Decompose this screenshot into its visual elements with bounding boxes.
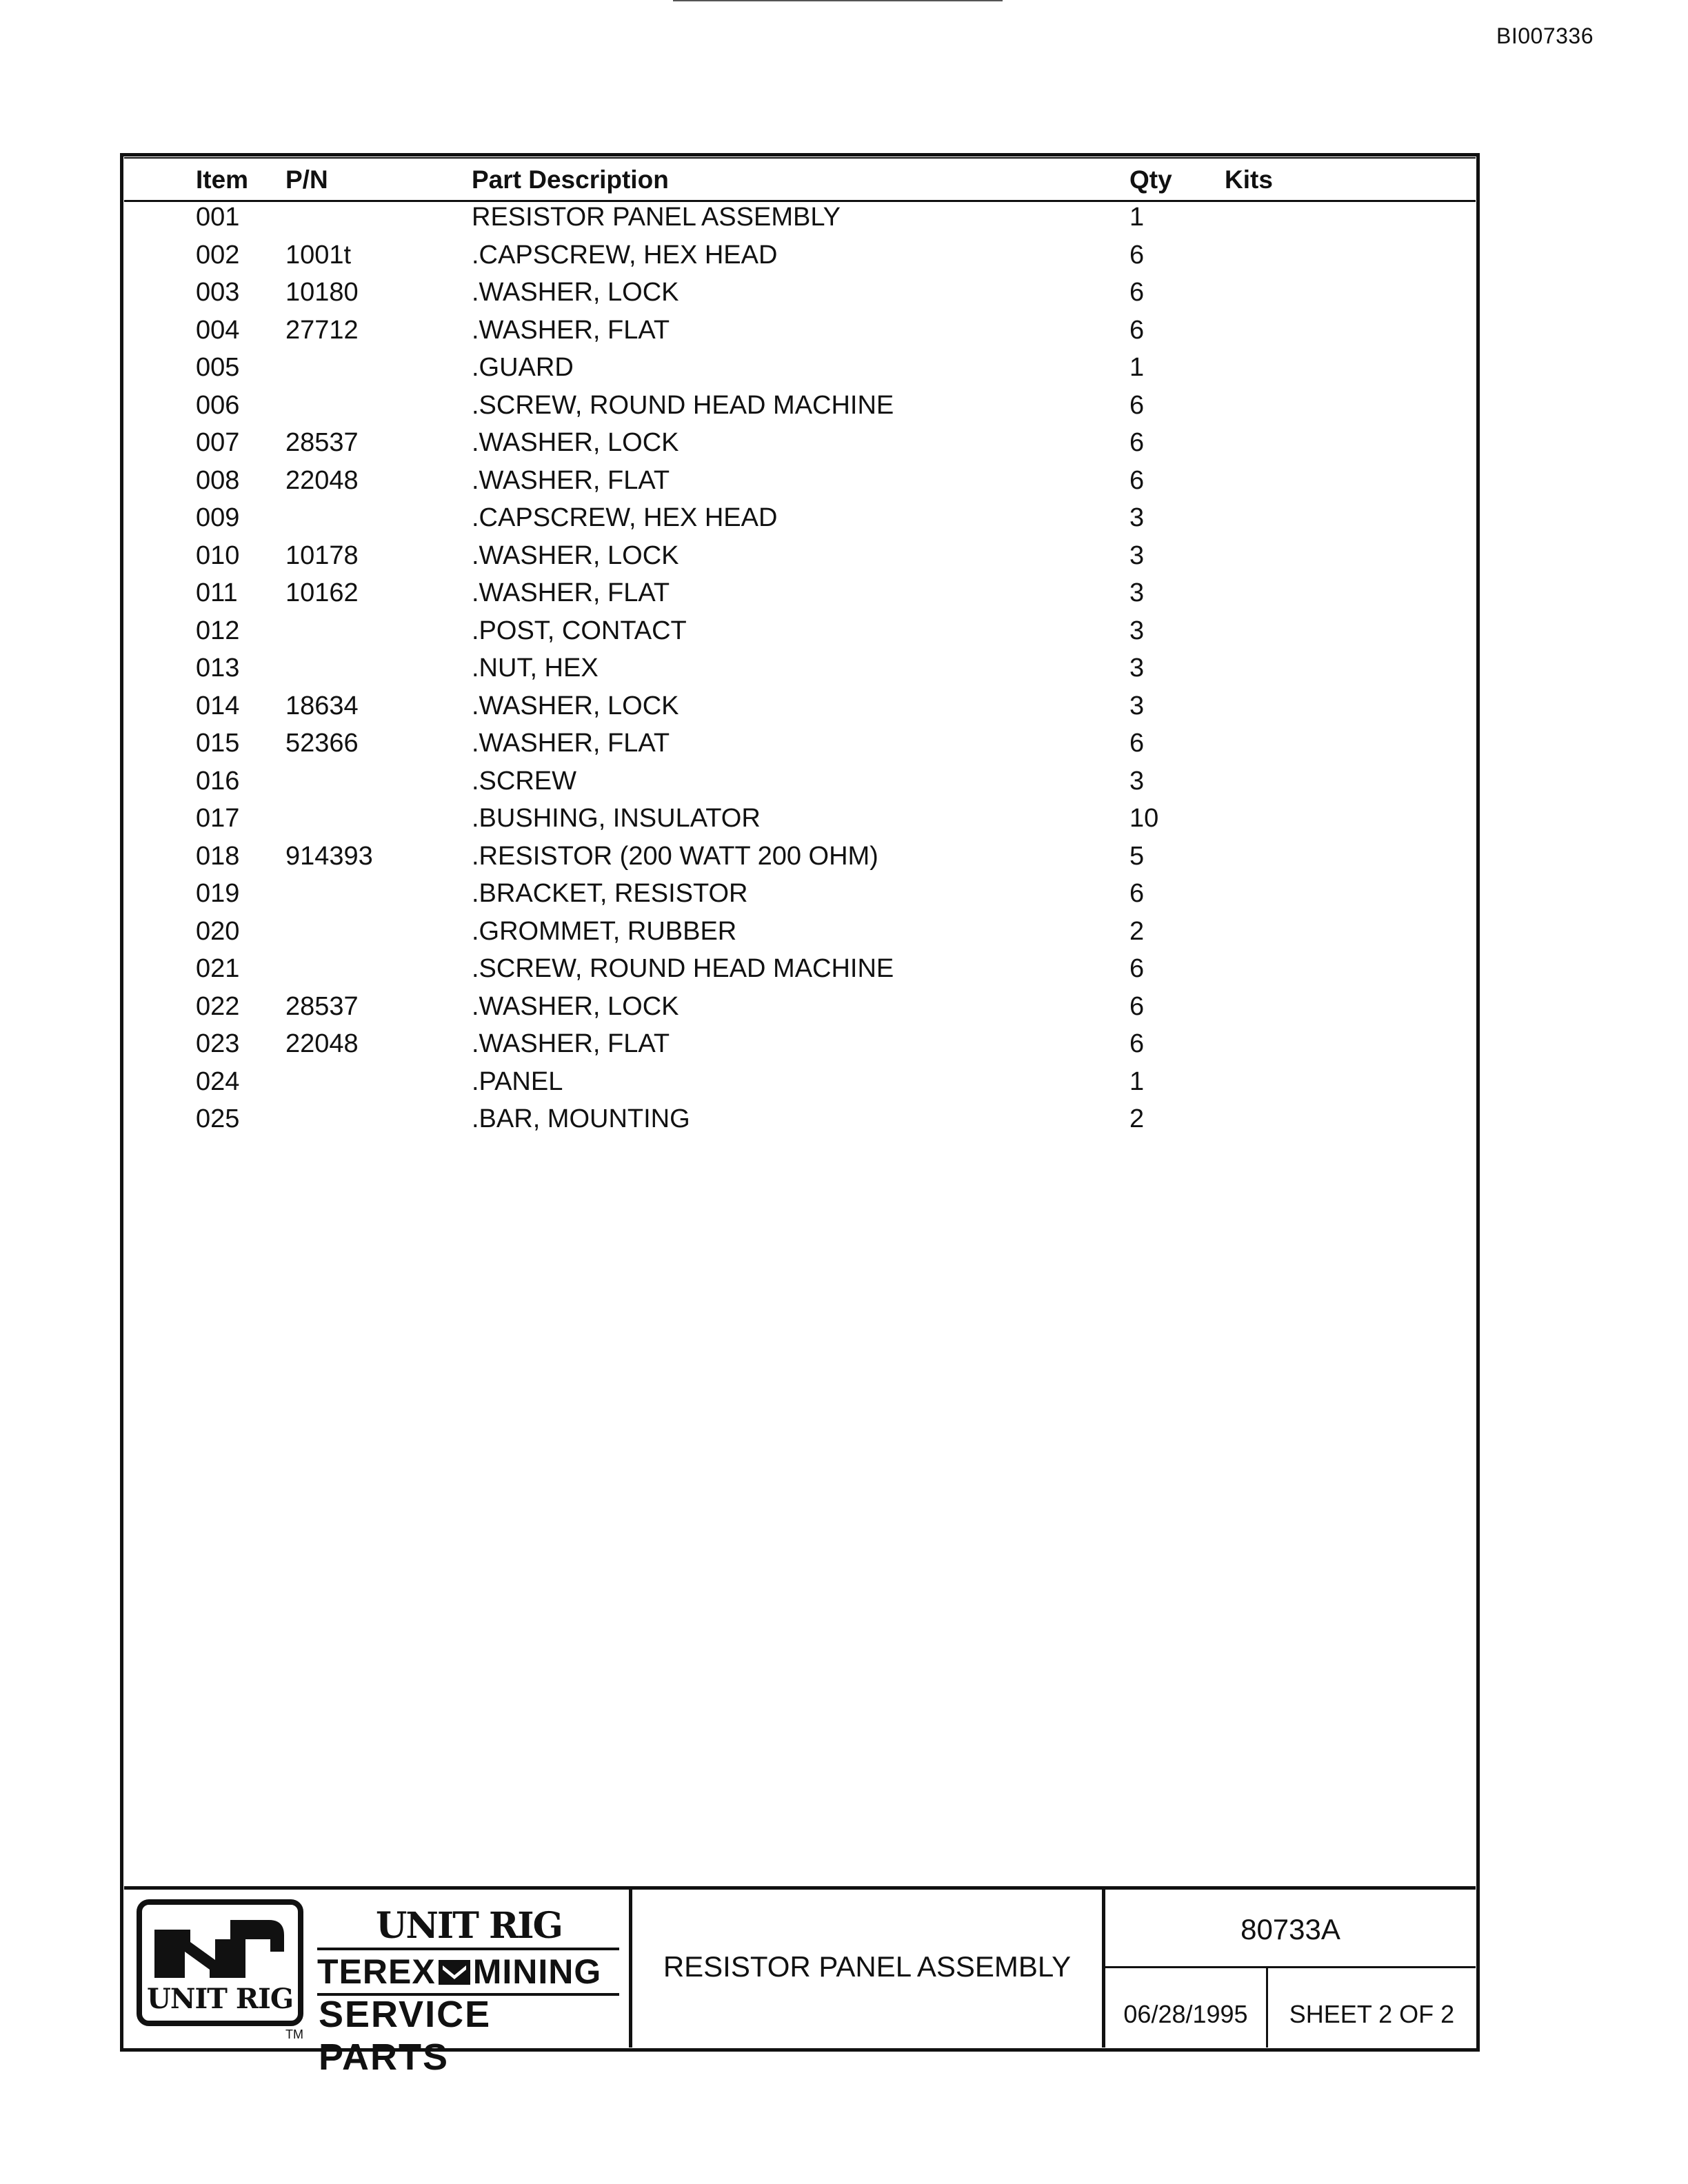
- table-row: [124, 278, 1476, 316]
- sheet-cell: [1268, 1968, 1476, 2048]
- row-item: 022: [196, 991, 240, 1021]
- row-description: .BRACKET, RESISTOR: [472, 879, 748, 908]
- row-pn: 28537: [285, 428, 359, 457]
- row-item: 012: [196, 616, 240, 645]
- row-description: .WASHER, FLAT: [472, 1029, 670, 1058]
- row-description: .CAPSCREW, HEX HEAD: [472, 503, 778, 532]
- frame-inner-rule: [124, 157, 1476, 159]
- row-pn: 1001t: [285, 240, 352, 270]
- row-qty: 3: [1129, 540, 1145, 570]
- row-qty: 3: [1129, 578, 1145, 607]
- row-qty: 6: [1129, 315, 1145, 345]
- row-qty: 5: [1129, 841, 1145, 871]
- row-description: .BUSHING, INSULATOR: [472, 804, 761, 833]
- row-description: .WASHER, FLAT: [472, 578, 670, 607]
- row-pn: 10178: [285, 540, 359, 570]
- parts-table-body: [124, 203, 1476, 1142]
- row-description: .WASHER, LOCK: [472, 540, 679, 570]
- row-description: .CAPSCREW, HEX HEAD: [472, 240, 778, 270]
- row-qty: 3: [1129, 691, 1145, 720]
- issue-date: 06/28/1995: [1123, 2000, 1248, 2028]
- row-description: .PANEL: [472, 1066, 563, 1096]
- table-row: [124, 466, 1476, 504]
- unit-rig-emblem-icon: [149, 1912, 291, 1988]
- header-qty: Qty: [1129, 165, 1172, 194]
- row-qty: 6: [1129, 991, 1145, 1021]
- row-qty: 2: [1129, 916, 1145, 946]
- trademark-mark: TM: [285, 2028, 303, 2041]
- header-kits: Kits: [1225, 165, 1273, 194]
- row-item: 016: [196, 766, 240, 796]
- row-qty: 3: [1129, 503, 1145, 532]
- row-qty: 3: [1129, 766, 1145, 796]
- title-block-info-cell: [1105, 1890, 1476, 2048]
- drawing-title: RESISTOR PANEL ASSEMBLY: [663, 1950, 1072, 1983]
- row-item: 009: [196, 503, 240, 532]
- row-pn: 52366: [285, 729, 359, 758]
- table-row: [124, 917, 1476, 955]
- row-description: RESISTOR PANEL ASSEMBLY: [472, 203, 841, 232]
- brand-mining-text: MINING: [472, 1952, 602, 1991]
- row-item: 021: [196, 954, 240, 983]
- row-description: .POST, CONTACT: [472, 616, 687, 645]
- row-item: 010: [196, 540, 240, 570]
- row-item: 005: [196, 353, 240, 382]
- row-item: 011: [196, 578, 238, 607]
- row-qty: 6: [1129, 954, 1145, 983]
- row-qty: 6: [1129, 879, 1145, 908]
- table-row: [124, 954, 1476, 992]
- table-row: [124, 1029, 1476, 1067]
- row-pn: 22048: [285, 465, 359, 495]
- row-item: 008: [196, 465, 240, 495]
- terex-emblem-icon: [439, 1953, 470, 1978]
- row-item: 019: [196, 879, 240, 908]
- table-row: [124, 729, 1476, 767]
- row-description: .BAR, MOUNTING: [472, 1104, 690, 1133]
- table-row: [124, 654, 1476, 691]
- row-pn: 18634: [285, 691, 359, 720]
- date-cell: [1105, 1968, 1268, 2048]
- row-item: 007: [196, 428, 240, 457]
- table-row: [124, 1104, 1476, 1142]
- title-block: [124, 1886, 1476, 2078]
- row-description: .RESISTOR (200 WATT 200 OHM): [472, 841, 878, 871]
- part-number-cell: [1105, 1890, 1476, 1968]
- table-row: [124, 992, 1476, 1030]
- row-description: .SCREW: [472, 766, 576, 796]
- row-pn: 10162: [285, 578, 359, 607]
- row-item: 004: [196, 315, 240, 345]
- parts-table-header: [124, 164, 1476, 202]
- table-row: [124, 842, 1476, 880]
- row-description: .WASHER, FLAT: [472, 315, 670, 345]
- row-qty: 6: [1129, 390, 1145, 420]
- row-qty: 6: [1129, 278, 1145, 307]
- title-block-logo-cell: [124, 1890, 632, 2078]
- table-row: [124, 541, 1476, 579]
- table-row: [124, 203, 1476, 241]
- row-item: 018: [196, 841, 240, 871]
- table-row: [124, 616, 1476, 654]
- logo-caption: UNIT RIG: [147, 1983, 293, 2015]
- table-row: [124, 316, 1476, 354]
- row-description: .WASHER, LOCK: [472, 428, 679, 457]
- document-id: BI007336: [1496, 23, 1594, 48]
- row-item: 023: [196, 1029, 240, 1058]
- row-item: 017: [196, 804, 240, 833]
- row-description: .SCREW, ROUND HEAD MACHINE: [472, 954, 894, 983]
- brand-terex-mining: [317, 1948, 619, 1996]
- row-pn: 914393: [285, 841, 373, 871]
- table-row: [124, 804, 1476, 842]
- table-row: [124, 879, 1476, 917]
- row-item: 001: [196, 203, 240, 232]
- row-qty: 1: [1129, 353, 1145, 382]
- row-qty: 6: [1129, 1029, 1145, 1058]
- row-pn: 27712: [285, 315, 359, 345]
- row-item: 024: [196, 1066, 240, 1096]
- part-number: 80733A: [1240, 1913, 1340, 1945]
- row-qty: 6: [1129, 240, 1145, 270]
- row-description: .SCREW, ROUND HEAD MACHINE: [472, 390, 894, 420]
- row-description: .GUARD: [472, 353, 574, 382]
- table-row: [124, 391, 1476, 429]
- brand-terex-text: TEREX: [317, 1952, 436, 1991]
- row-item: 014: [196, 691, 240, 720]
- row-item: 025: [196, 1104, 240, 1133]
- table-row: [124, 691, 1476, 729]
- row-item: 006: [196, 390, 240, 420]
- header-item: Item: [196, 165, 249, 194]
- table-row: [124, 767, 1476, 805]
- row-description: .WASHER, LOCK: [472, 278, 679, 307]
- row-item: 002: [196, 240, 240, 270]
- sheet-number: SHEET 2 OF 2: [1289, 2000, 1455, 2028]
- top-scan-rule: [673, 0, 1003, 1]
- row-pn: 10180: [285, 278, 359, 307]
- brand-service-parts: SERVICE PARTS: [319, 1994, 492, 2078]
- row-description: .GROMMET, RUBBER: [472, 916, 737, 946]
- row-qty: 6: [1129, 729, 1145, 758]
- row-item: 020: [196, 916, 240, 946]
- table-row: [124, 428, 1476, 466]
- table-row: [124, 353, 1476, 391]
- row-description: .WASHER, LOCK: [472, 991, 679, 1021]
- row-description: .WASHER, FLAT: [472, 465, 670, 495]
- table-row: [124, 1067, 1476, 1105]
- row-qty: 6: [1129, 428, 1145, 457]
- row-qty: 3: [1129, 654, 1145, 682]
- unit-rig-logo: [137, 1899, 303, 2026]
- row-item: 003: [196, 278, 240, 307]
- row-qty: 1: [1129, 203, 1145, 232]
- row-qty: 3: [1129, 616, 1145, 645]
- row-qty: 10: [1129, 804, 1159, 833]
- row-item: 015: [196, 729, 240, 758]
- table-row: [124, 503, 1476, 541]
- row-description: .WASHER, LOCK: [472, 691, 679, 720]
- row-pn: 28537: [285, 991, 359, 1021]
- row-qty: 6: [1129, 465, 1145, 495]
- title-block-title-cell: [632, 1890, 1105, 2048]
- row-description: .NUT, HEX: [472, 654, 599, 682]
- table-row: [124, 578, 1476, 616]
- header-pn: P/N: [285, 165, 328, 194]
- row-item: 013: [196, 654, 240, 682]
- row-description: .WASHER, FLAT: [472, 729, 670, 758]
- row-pn: 22048: [285, 1029, 359, 1058]
- header-description: Part Description: [472, 165, 669, 194]
- row-qty: 2: [1129, 1104, 1145, 1133]
- row-qty: 1: [1129, 1066, 1145, 1096]
- table-row: [124, 241, 1476, 279]
- brand-unit-rig: UNIT RIG: [376, 1905, 562, 1947]
